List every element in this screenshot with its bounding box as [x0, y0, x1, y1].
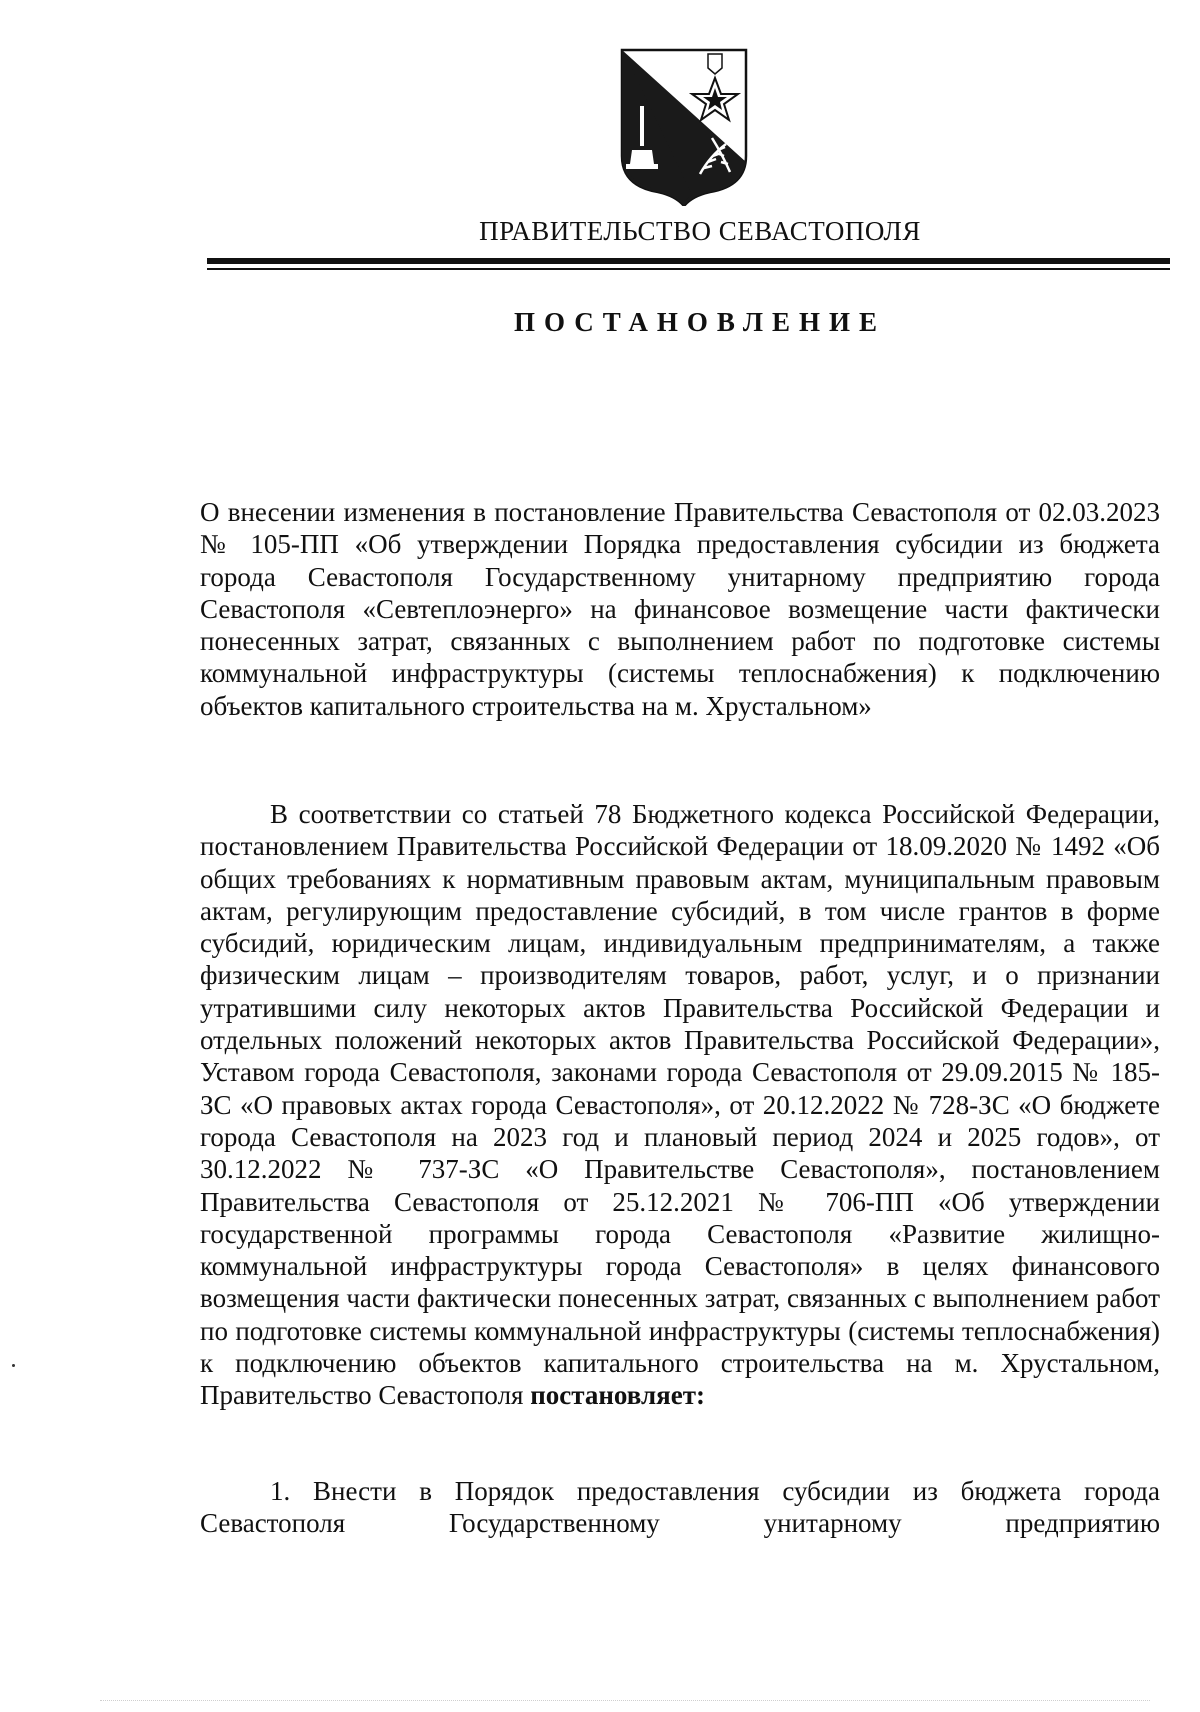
organization-title: ПРАВИТЕЛЬСТВО СЕВАСТОПОЛЯ	[479, 216, 921, 246]
preamble-text: В соответствии со статьей 78 Бюджетного кодекса Российской Федерации, постановлением Правительства Российской Федерации от 18.09.2020 № 1492 «Об общих требованиях к нормативным правовым актам, муниципальным правовым актам, регулирующим предоставление субсидий, в том числе грантов в форме субсидий, юридическим лицам, индивидуальным предпринимателям, а также физическим лицам – производителям товаров, работ, услуг, и о признании утратившими силу некоторых актов Правительства Российской Федерации и отдельных положений некоторых актов Правительства Российской Федерации», Уставом города Севастополя, законами города Севастополя от 29.09.2015 № 185-ЗС «О правовых актах города Севастополя», от 20.12.2022 № 728-ЗС «О бюджете города Севастополя на 2023 год и плановый период 2024 и 2025 годов», от 30.12.2022 № 737-ЗС «О Правительстве Севастополя», постановлением Правительства Севастополя от 25.12.2021 № 706-ПП «Об утверждении государственной программы города Севастополя «Развитие жилищно-коммунальной инфраструктуры города Севастополя» в целях финансового возмещения части фактически понесенных затрат, связанных с выполнением работ по подготовке системы коммунальной инфраструктуры (системы теплоснабжения) к подключению объектов капитального строительства на м. Хрустальном, Правительство Севастополя	[200, 799, 1160, 1411]
scan-speck	[12, 1364, 15, 1367]
sevastopol-coat-of-arms-icon	[618, 46, 750, 206]
document-type-heading: ПОСТАНОВЛЕНИЕ	[513, 307, 887, 337]
clause-1: 1. Внести в Порядок предоставления субсидии из бюджета города Севастополя Государственному унитарному предприятию	[200, 1476, 1160, 1539]
preamble-paragraph	[200, 798, 1160, 1412]
scan-bottom-noise	[100, 1700, 1150, 1702]
header-divider-thick	[207, 258, 1170, 264]
header-divider-thin	[207, 268, 1170, 270]
resolution-subject: О внесении изменения в постановление Правительства Севастополя от 02.03.2023 № 105-ПП «Об утверждении Порядка предоставления субсидии из бюджета города Севастополя Государственному унитарному предприятию города Севастополя «Севтеплоэнерго» на финансовое возмещение части фактически понесенных затрат, связанных с выполнением работ по подготовке системы коммунальной инфраструктуры (системы теплоснабжения) к подключению объектов капитального строительства на м. Хрустальном»	[200, 497, 1160, 721]
resolve-keyword: постановляет:	[530, 1380, 705, 1411]
coat-of-arms-emblem	[618, 46, 750, 206]
